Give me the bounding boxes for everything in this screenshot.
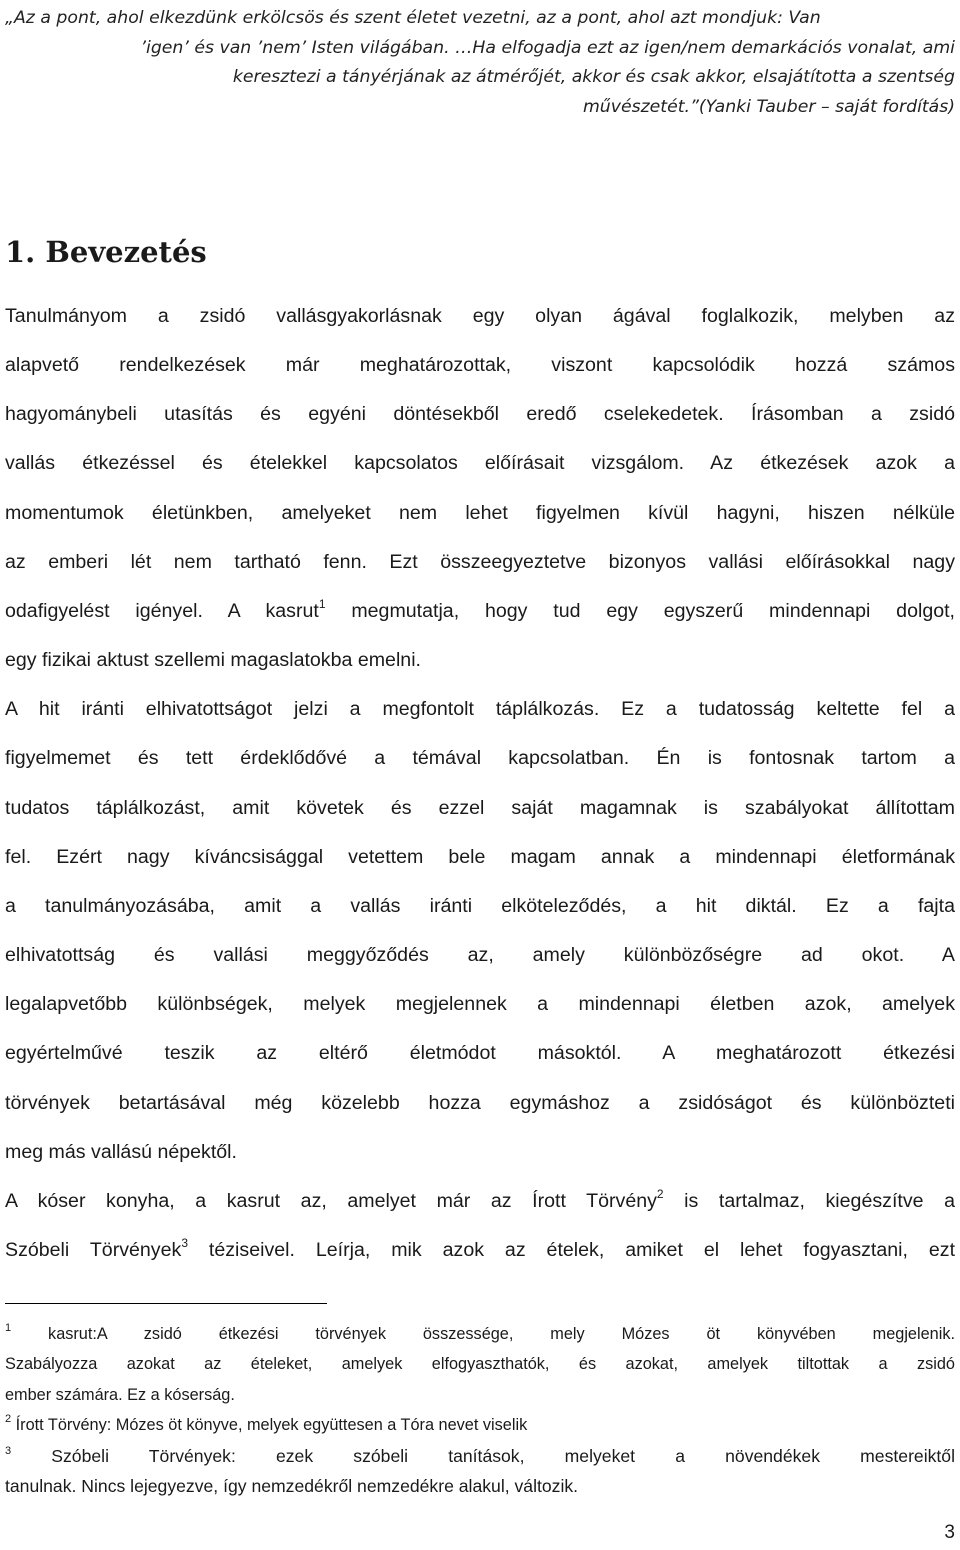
body-line	[5, 341, 955, 390]
body-line	[5, 882, 955, 931]
line-text: A kóser konyha, a kasrut az, amelyet már az Írott Törvény	[5, 1189, 657, 1212]
motto-line: ’igen’ és van ’nem’ Isten világában. …Ha elfogadja ezt az igen/nem demarkációs vonalat, ami	[140, 37, 955, 58]
line-text: elhivatottság és vallási meggyőződés az, amely különbözőségre ad okot. A	[5, 944, 955, 967]
line-text: törvények betartásával még közelebb hozza egymáshoz a zsidóságot és különbözteti	[5, 1091, 955, 1114]
footnote-reference[interactable]: 1	[318, 596, 326, 611]
footnote-line	[5, 1319, 955, 1349]
line-text: téziseivel. Leírja, mik azok az ételek, amiket el lehet fogyasztani, ezt	[188, 1238, 956, 1261]
body-line	[5, 833, 955, 882]
section-heading: 1. Bevezetés	[5, 235, 207, 269]
line-text: figyelmemet és tett érdeklődővé a témával kapcsolatban. Én is fontosnak tartom a	[5, 747, 955, 770]
line-text: vallás étkezéssel és ételekkel kapcsolatos előírásait vizsgálom. Az étkezések azok a	[5, 452, 955, 475]
body-line	[5, 1029, 955, 1078]
line-text: hagyománybeli utasítás és egyéni döntésekből eredő cselekedetek. Írásomban a zsidó	[5, 403, 955, 426]
line-text: tudatos táplálkozást, amit követek és ezzel saját magamnak is szabályokat állítottam	[5, 796, 955, 819]
footnote-marker: 3	[5, 1444, 12, 1457]
footnote-reference[interactable]: 3	[181, 1235, 188, 1250]
body-line	[5, 439, 955, 488]
footnote-line	[5, 1410, 955, 1440]
line-text: megmutatja, hogy tud egy egyszerű mindennapi dolgot,	[325, 599, 955, 622]
body-line	[5, 931, 955, 980]
motto-line: „Az a pont, ahol elkezdünk erkölcsös és szent életet vezetni, az a pont, ahol azt mondjuk: Van	[5, 8, 821, 28]
footnote-line	[5, 1441, 955, 1471]
line-text: az emberi lét nem tartható fenn. Ezt összeegyeztetve bizonyos vallási előírásokkal nagy	[5, 550, 955, 573]
line-text: Szóbeli Törvények: ezek szóbeli tanítások, melyeket a növendékek mestereiktől	[11, 1445, 955, 1466]
line-text: kasrut:A zsidó étkezési törvények összessége, mely Mózes öt könyvében megjelenik.	[11, 1325, 955, 1343]
footnotes	[5, 1319, 955, 1501]
body-line	[5, 587, 955, 636]
line-text: meg más vallású népektől.	[5, 1140, 237, 1163]
body-line	[5, 1226, 955, 1275]
line-text: Szóbeli Törvények	[5, 1238, 182, 1261]
line-text: is tartalmaz, kiegészítve a	[663, 1189, 956, 1212]
line-text: egy fizikai aktust szellemi magaslatokba emelni.	[5, 649, 422, 672]
document-page	[5, 0, 955, 1550]
page-number: 3	[944, 1522, 955, 1543]
motto-line: művészetét.”(Yanki Tauber – saját fordítás)	[582, 96, 955, 117]
body-line	[5, 1079, 955, 1128]
line-text: momentumok életünkben, amelyeket nem lehet figyelmen kívül hagyni, hiszen nélküle	[5, 501, 955, 524]
footnote-line	[5, 1471, 955, 1501]
footnote-reference[interactable]: 2	[656, 1186, 664, 1201]
line-text: legalapvetőbb különbségek, melyek megjelennek a mindennapi életben azok, amelyek	[5, 993, 955, 1016]
body-line	[5, 685, 955, 734]
body-line	[5, 489, 955, 538]
line-text: odafigyelést igényel. A kasrut	[5, 599, 319, 622]
line-text: Szabályozza azokat az ételeket, amelyek elfogyaszthatók, és azokat, amelyek tiltottak a zsidó	[5, 1355, 955, 1374]
line-text: fel. Ezért nagy kíváncsisággal vetettem bele magam annak a mindennapi életformának	[5, 845, 955, 868]
body-text	[5, 292, 955, 1275]
motto-quote	[5, 4, 955, 122]
body-line	[5, 636, 955, 685]
motto-line: keresztezi a tányérjának az átmérőjét, akkor és csak akkor, elsajátította a szentség	[232, 67, 955, 87]
footnote-marker: 1	[5, 1322, 12, 1334]
body-line	[5, 734, 955, 783]
line-text: ember számára. Ez a kóserság.	[5, 1385, 235, 1404]
line-text: A hit iránti elhivatottságot jelzi a megfontolt táplálkozás. Ez a tudatosság keltette fel a	[5, 698, 955, 721]
body-line	[5, 1177, 955, 1226]
footnote-line	[5, 1380, 955, 1410]
body-line	[5, 1128, 955, 1177]
body-line	[5, 980, 955, 1029]
body-line	[5, 538, 955, 587]
line-text: Tanulmányom a zsidó vallásgyakorlásnak egy olyan ágával foglalkozik, melyben az	[5, 305, 955, 327]
body-line	[5, 784, 955, 833]
footnote-line	[5, 1349, 955, 1379]
body-line	[5, 292, 955, 341]
line-text: egyértelművé teszik az eltérő életmódot másoktól. A meghatározott étkezési	[5, 1042, 955, 1065]
line-text: Írott Törvény: Mózes öt könyve, melyek együttesen a Tóra nevet viselik	[11, 1416, 528, 1435]
line-text: a tanulmányozásába, amit a vallás iránti elköteleződés, a hit diktál. Ez a fajta	[5, 894, 955, 917]
footnote-separator	[5, 1303, 327, 1304]
line-text: tanulnak. Nincs lejegyezve, így nemzedékről nemzedékre alakul, változik.	[5, 1476, 579, 1497]
line-text: alapvető rendelkezések már meghatározottak, viszont kapcsolódik hozzá számos	[5, 354, 955, 377]
body-line	[5, 390, 955, 439]
footnote-marker: 2	[5, 1413, 12, 1426]
